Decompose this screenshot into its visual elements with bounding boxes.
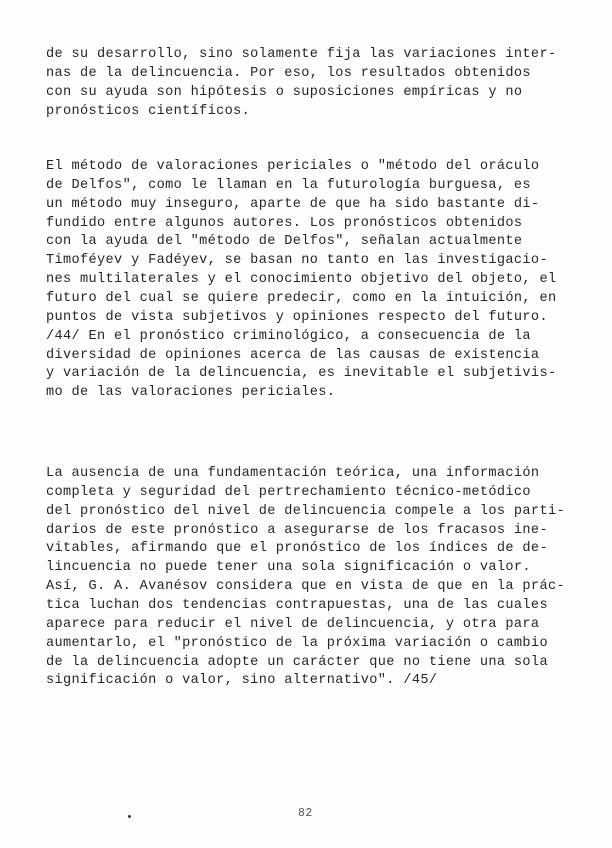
text-line: puntos de vista subjetivos y opiniones respecto del futuro.: [46, 309, 548, 325]
text-line: fundido entre algunos autores. Los pronósticos obtenidos: [46, 215, 523, 231]
text-line: La ausencia de una fundamentación teórica, una información: [46, 466, 540, 481]
text-line: /44/ En el pronóstico criminológico, a consecuencia de la: [46, 328, 531, 344]
text-line: darios de este pronóstico a asegurarse de los fracasos ine-: [46, 522, 548, 538]
text-line: futuro del cual se quiere predecir, como en la intuición, en: [46, 291, 557, 306]
text-line: de Delfos", como le llaman en la futurología burguesa, es: [46, 177, 531, 193]
text-line: pronósticos científicos.: [46, 103, 251, 119]
text-line: de su desarrollo, sino solamente fija las variaciones inter-: [46, 47, 557, 62]
text-line: con su ayuda son hipótesis o suposiciones empíricas y no: [46, 84, 523, 100]
text-line: aparece para reducir el nivel de delincuencia, y otra para: [46, 616, 540, 632]
scan-speck: [128, 815, 131, 818]
text-line: nas de la delincuencia. Por eso, los resultados obtenidos: [46, 65, 531, 81]
text-line: nes multilaterales y el conocimiento objetivo del objeto, el: [46, 272, 557, 288]
text-line: un método muy inseguro, aparte de que ha sido bastante di-: [46, 196, 540, 212]
text-line: mo de las valoraciones periciales.: [46, 385, 336, 401]
text-line: significación o valor, sino alternativo". /45/: [46, 673, 438, 689]
text-line: de la delincuencia adopte un carácter que no tiene una sola: [46, 654, 548, 670]
text-line: El método de valoraciones periciales o "método del oráculo: [46, 159, 540, 174]
text-line: completa y seguridad del pertrechamiento técnico-metódico: [46, 484, 531, 500]
text-line: aumentarlo, el "pronóstico de la próxima variación o cambio: [46, 635, 548, 651]
text-line: Timoféyev y Fadéyev, se basan no tanto en las investigacio-: [46, 253, 548, 269]
text-line: tica luchan dos tendencias contrapuestas, una de las cuales: [46, 598, 548, 613]
text-line: del pronóstico del nivel de delincuencia compele a los parti-: [46, 503, 565, 519]
text-line: diversidad de opiniones acerca de las causas de existencia: [46, 347, 540, 363]
text-line: vitables, afirmando que el pronóstico de los índices de de-: [46, 541, 548, 557]
page-number: 82: [298, 807, 313, 820]
text-line: lincuencia no puede tener una sola significación o valor.: [46, 560, 531, 576]
text-line: y variación de la delincuencia, es inevitable el subjetivis-: [46, 366, 557, 382]
text-line: Así, G. A. Avanésov considera que en vista de que en la prác-: [46, 579, 565, 595]
text-line: con la ayuda del "método de Delfos", señalan actualmente: [46, 234, 523, 250]
